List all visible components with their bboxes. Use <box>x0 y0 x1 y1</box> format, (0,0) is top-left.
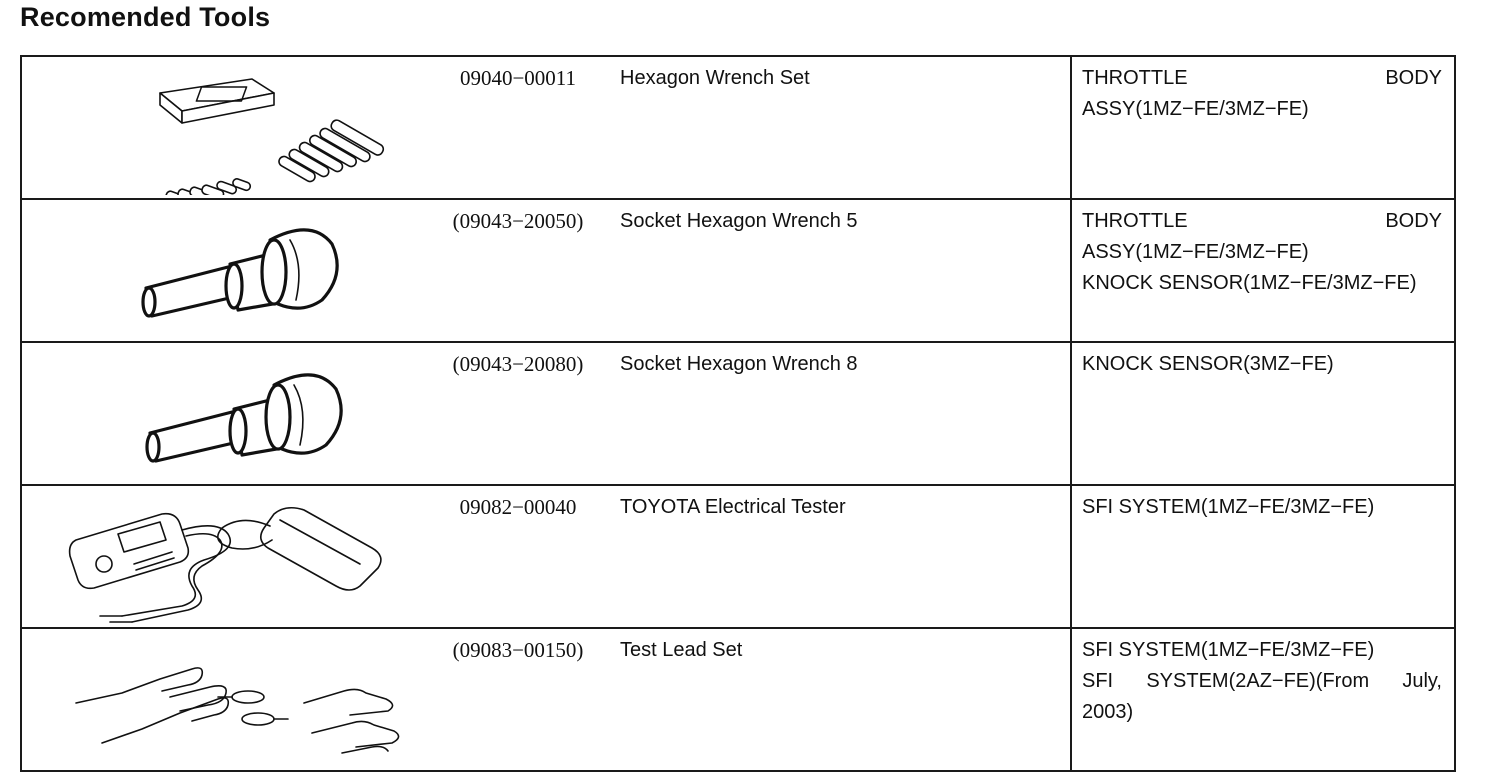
application-note: 2003) <box>1082 701 1134 723</box>
application-note: THROTTLE BODY <box>1082 210 1442 232</box>
application-cell <box>1071 485 1455 628</box>
part-number: (09043−20050) <box>452 209 584 233</box>
application-note: KNOCK SENSOR(1MZ−FE/3MZ−FE) <box>1082 272 1417 294</box>
application-cell <box>1071 628 1455 771</box>
test-lead-set-icon <box>42 633 422 767</box>
tool-cell <box>21 485 1071 628</box>
table-row <box>21 342 1455 485</box>
application-cell <box>1071 199 1455 342</box>
application-note: ASSY(1MZ−FE/3MZ−FE) <box>1082 241 1309 263</box>
recommended-tools-table <box>20 55 1456 772</box>
application-cell <box>1071 342 1455 485</box>
table-row <box>21 199 1455 342</box>
application-note: THROTTLE BODY <box>1082 67 1442 89</box>
application-note: KNOCK SENSOR(3MZ−FE) <box>1082 353 1334 375</box>
application-note: SFI SYSTEM(2AZ−FE)(From July, <box>1082 670 1442 692</box>
electrical-tester-icon <box>42 490 422 624</box>
part-number: (09043−20080) <box>452 352 584 376</box>
socket-hexagon-wrench-icon <box>42 204 422 338</box>
tool-cell <box>21 628 1071 771</box>
tool-cell <box>21 342 1071 485</box>
part-number: (09083−00150) <box>452 638 584 662</box>
page-title: Recomended Tools <box>20 2 271 32</box>
part-number: 09040−00011 <box>459 66 577 90</box>
tool-name: Hexagon Wrench Set <box>620 67 810 89</box>
table-row <box>21 485 1455 628</box>
tool-cell <box>21 56 1071 199</box>
application-note: SFI SYSTEM(1MZ−FE/3MZ−FE) <box>1082 639 1375 661</box>
part-number: 09082−00040 <box>459 495 577 519</box>
tool-name: TOYOTA Electrical Tester <box>620 496 846 518</box>
application-cell <box>1071 56 1455 199</box>
tool-name: Test Lead Set <box>620 639 743 661</box>
hexagon-wrench-set-icon <box>42 61 422 195</box>
tool-name: Socket Hexagon Wrench 5 <box>620 210 858 232</box>
table-row <box>21 56 1455 199</box>
tool-name: Socket Hexagon Wrench 8 <box>620 353 858 375</box>
table-row <box>21 628 1455 771</box>
application-note: ASSY(1MZ−FE/3MZ−FE) <box>1082 98 1309 120</box>
socket-hexagon-wrench-icon <box>42 347 422 481</box>
application-note: SFI SYSTEM(1MZ−FE/3MZ−FE) <box>1082 496 1375 518</box>
tool-cell <box>21 199 1071 342</box>
